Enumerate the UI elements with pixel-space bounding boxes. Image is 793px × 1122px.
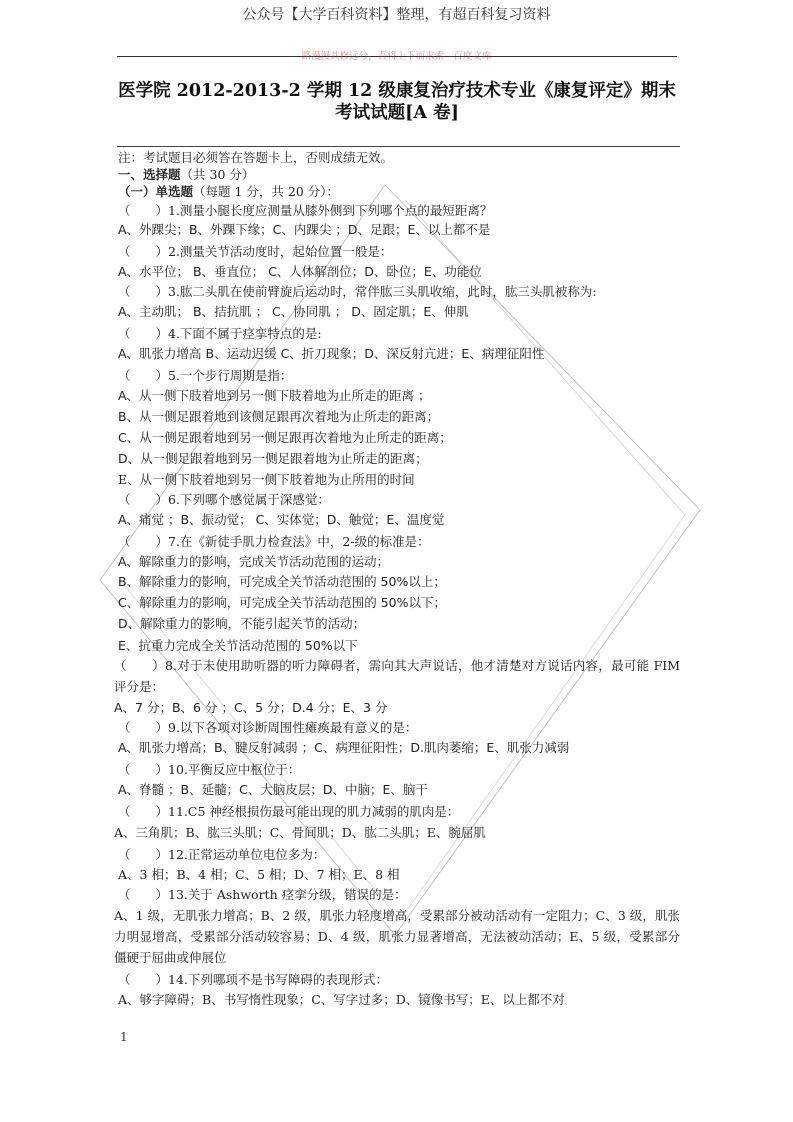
question-7-option-d: D、解除重力的影响，不能引起关节的活动；: [118, 616, 366, 631]
question-7-stem: （ ）7.在《新徒手肌力检查法》中，2-级的标准是：: [118, 534, 430, 549]
question-12-stem: （ ）12.正常运动单位电位多为：: [118, 847, 326, 862]
question-10-options: A、脊髓 ；B、延髓；C、大脑皮层；D、中脑；E、脑干: [118, 782, 428, 797]
watermark-text: 路漫漫其修远兮，吾将上下而求索 - 百度文库: [301, 51, 492, 62]
question-13-stem: （ ）13.关于 Ashworth 痉挛分级，错误的是：: [118, 887, 407, 902]
question-3-options: A、主动肌； B、拮抗肌 ； C、协同肌 ； D、固定肌；E、伸肌: [118, 304, 469, 319]
question-12-options: A、3 相；B、4 相；C、5 相；D、7 相；E、8 相: [118, 867, 400, 882]
question-14-options: A、够字障碍；B、书写惰性现象；C、写字过多；D、镜像书写；E、以上都不对: [118, 992, 565, 1007]
subsection-heading: [118, 182, 339, 200]
question-5-option-b: B、从一侧足跟着地到该侧足跟再次着地为止所走的距离；: [118, 409, 440, 424]
question-5-option-c: C、从一侧足跟着地到另一侧足跟再次着地为止所走的距离；: [118, 430, 452, 445]
question-7-option-a: A、解除重力的影响，完成关节活动范围的运动；: [118, 554, 390, 569]
question-5-stem: （ ）5.一个步行周期是指：: [118, 368, 293, 383]
question-9-options: A、肌张力增高；B、腱反射减弱 ；C、病理征阳性；D.肌肉萎缩；E、肌张力减弱: [118, 740, 570, 755]
page-title: [112, 80, 682, 124]
subsection-heading-label: （一）单选题: [118, 184, 194, 199]
section-heading: [118, 165, 254, 183]
question-1-stem: （ ）1.测量小腿长度应测量从膝外侧到下列哪个点的最短距离？: [118, 203, 493, 218]
section-heading-label: 一、选择题: [118, 167, 181, 182]
title-line-2: 考试试题[A 卷]: [335, 103, 459, 123]
page-header-banner: 公众号【大学百科资料】整理，有超百科复习资料: [242, 7, 551, 23]
header-rule: [117, 56, 677, 57]
section-heading-note: （共 30 分）: [180, 167, 255, 182]
question-5-option-a: A、从一侧下肢着地到另一侧下肢着地为止所走的距离 ；: [118, 388, 431, 403]
title-line-1: 医学院 2012-2013-2 学期 12 级康复治疗技术专业《康复评定》期末: [118, 81, 676, 101]
question-7-option-c: C、解除重力的影响，可完成全关节活动范围的 50%以下；: [118, 595, 446, 610]
question-11-stem: （ ）11.C5 神经根损伤最可能出现的肌力减弱的肌肉是：: [118, 804, 460, 819]
question-1-options: A、外踝尖；B、外踝下缘；C、内踝尖 ；D、足跟；E、以上都不是: [118, 222, 491, 237]
question-7-option-b: B、解除重力的影响，可完成全关节活动范围的 50%以上；: [118, 574, 446, 589]
question-2-options: A、水平位； B、垂直位； C、人体解剖位；D、卧位；E、功能位: [118, 264, 482, 279]
subsection-heading-note: （每题 1 分，共 20 分）：: [193, 184, 340, 199]
question-3-stem: （ ）3.肱二头肌在使前臂旋后运动时，常伴肱三头肌收缩，此时，肱三头肌被称为:: [118, 284, 597, 299]
question-5-option-d: D、从一侧足跟着地到另一侧足跟着地为止所走的距离；: [118, 451, 428, 466]
title-rule: [117, 146, 680, 147]
question-8-stem: （ ）8.对于未使用助听器的听力障碍者，需向其大声说话，他才清楚对方说话内容，最可能 FIM 评分是：: [114, 658, 680, 694]
question-4-options: A、肌张力增高 B、运动迟缓 C、折刀现象；D、深反射亢进；E、病理征阳性: [118, 346, 545, 361]
question-8-options: A、7 分；B、6 分 ；C、5 分；D.4 分；E、3 分: [114, 700, 388, 715]
question-9-stem: （ ）9.以下各项对诊断周围性瘫痪最有意义的是：: [118, 720, 418, 735]
question-7-option-e: E、抗重力完成全关节活动范围的 50%以下: [118, 638, 358, 653]
page-number: 1: [120, 1030, 128, 1044]
question-6-options: A、痛觉 ；B、振动觉； C、实体觉；D、触觉；E、温度觉: [118, 512, 445, 527]
question-5-option-e: E、从一侧下肢着地到另一侧下肢着地为止所用的时间: [118, 472, 415, 487]
notice: 注：考试题目必须答在答题卡上，否则成绩无效。: [118, 150, 394, 165]
question-11-options: A、三角肌；B、肱三头肌；C、骨间肌；D、肱二头肌；E、腕屈肌: [114, 825, 486, 840]
question-10-stem: （ ）10.平衡反应中枢位于：: [118, 762, 301, 777]
question-13-options: A、1 级，无肌张力增高；B、2 级，肌张力轻度增高，受累部分被动活动有一定阻力；C、3 级，肌张力明显增高，受累部分活动较容易；D、4 级，肌张力显著增高，无法被动活动；E、5 级，受累部分僵硬于屈曲或伸展位: [114, 908, 680, 965]
question-14-stem: （ ）14.下列哪项不是书写障碍的表现形式：: [118, 972, 388, 987]
question-2-stem: （ ）2.测量关节活动度时，起始位置一般是：: [118, 244, 393, 259]
question-6-stem: （ ）6.下列哪个感觉属于深感觉：: [118, 492, 330, 507]
question-4-stem: （ ）4.下面不属于痉挛特点的是:: [118, 326, 322, 341]
